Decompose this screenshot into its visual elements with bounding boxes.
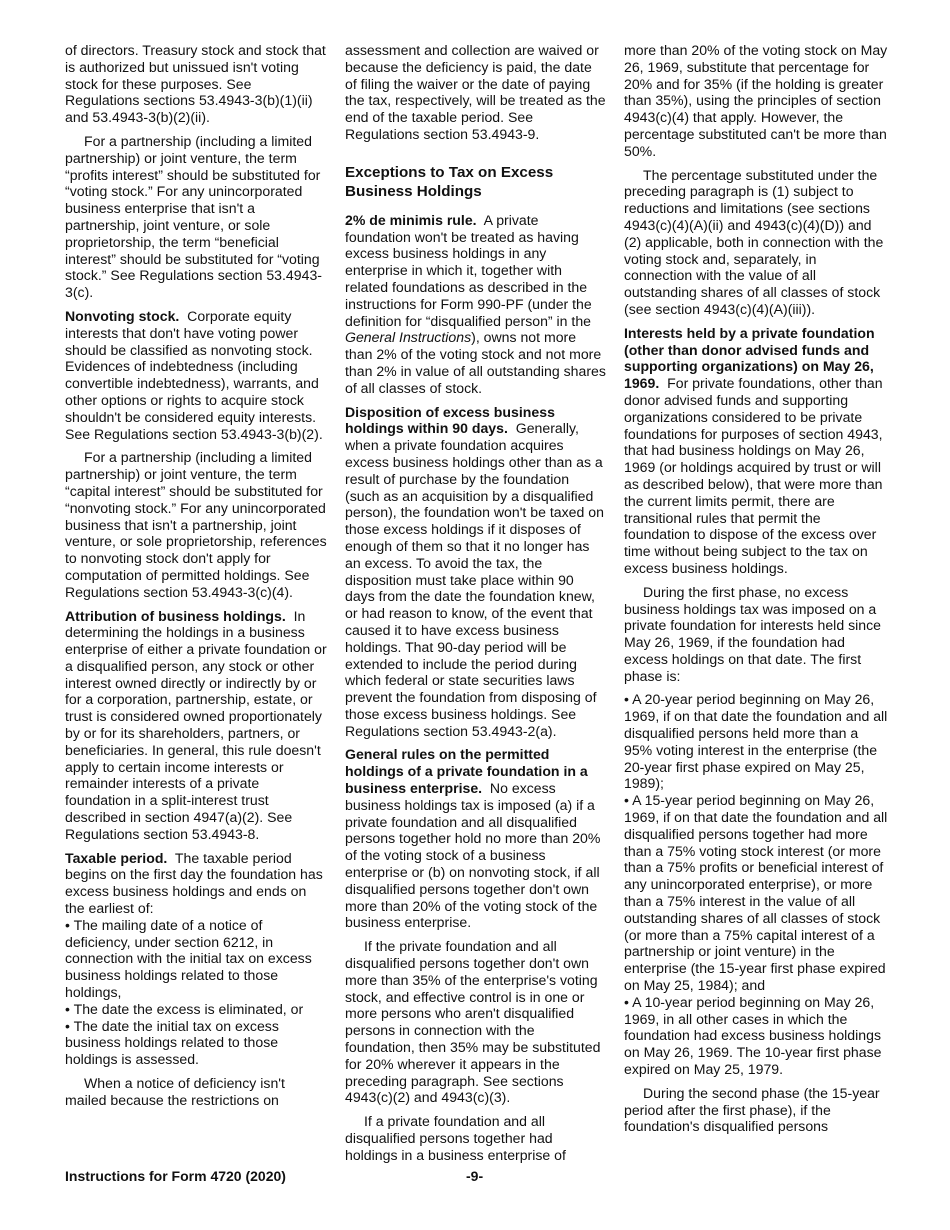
paragraph: If the private foundation and all disqualified persons together don't own more than 35% of the enterprise's voting stock, and effective control is in one or more persons who aren't disqualified persons in connection with the foundation, then 35% may be substituted for 20% wherever it appears in the preceding paragraph. See sections 4943(c)(2) and 4943(c)(3). [345, 938, 601, 1106]
paragraph-text: The taxable period begins on the first day the foundation has excess business holdings and ends on the earliest of: [65, 849, 323, 917]
run-in-heading: Disposition of excess business holdings within 90 days. [345, 403, 555, 437]
paragraph-text: A private foundation won't be treated as having excess business holdings in any enterprise in which it, together with related foundations as described in the instructions for Form 990-PF (under the definition for “disqualified person” in the [345, 211, 592, 329]
bullet-item [624, 691, 888, 792]
bullet-icon: • [65, 1000, 70, 1017]
paragraph-attribution [65, 608, 327, 843]
paragraph: The percentage substituted under the preceding paragraph is (1) subject to reductions and limitations (see sections 4943(c)(4)(A)(ii) and 4943(c)(4)(D)) and (2) applicable, both in connection with the voting stock and, separately, in connection with the value of all outstanding shares of all classes of stock (see section 4943(c)(4)(A)(iii)). [624, 166, 884, 317]
paragraph: assessment and collection are waived or because the deficiency is paid, the date of filing the waiver or the date of paying the tax, respectively, will be treated as the end of the taxable period. See Regulations section 53.4943-9. [345, 42, 606, 142]
bullet-icon: • [65, 1017, 70, 1034]
paragraph: If a private foundation and all disqualified persons together had holdings in a business enterprise of [345, 1113, 566, 1163]
paragraph: For a partnership (including a limited partnership) or joint venture, the term “capital interest” should be substituted for “nonvoting stock.” For any unincorporated business that isn't a partnership, joint venture, or sole proprietorship, references to nonvoting stock don't apply for computation of permitted holdings. See Regulations section 53.4943-3(c)(4). [65, 449, 327, 600]
column-right [624, 42, 888, 1142]
run-in-heading: Nonvoting stock. [65, 307, 180, 324]
paragraph-text: For private foundations, other than donor advised funds and supporting organizations considered to be private foundations for purposes of section 4943, that had business holdings on May 26, 1969 (or holdings acquired by trust or will as described below), that were more than the current limits permit, there are transitional rules that permit the foundation to dispose of the excess over time without being subject to the tax on excess business holdings. [624, 375, 883, 576]
bullet-icon: • [624, 691, 629, 708]
bullet-text: A 15-year period beginning on May 26, 1969, if on that date the foundation and all disqualified persons together had more than a 75% voting stock interest (or more than a 75% profits or beneficial interest of any unincorporated enterprise), or more than a 75% interest in the value of all outstanding shares of all classes of stock (or more than a 75% capital interest of a partnership or joint venture) in the enterprise (the 15-year first phase expired on May 25, 1984); and [624, 792, 888, 994]
bullet-text: The mailing date of a notice of deficiency, under section 6212, in connection with the initial tax on excess business holdings related to those holdings, [65, 916, 312, 1001]
paragraph: of directors. Treasury stock and stock that is authorized but unissued isn't voting stock for these purposes. See Regulations sections 53.4943-3(b)(1)(ii) and 53.4943-3(b)(2)(ii). [65, 42, 326, 126]
bullet-icon: • [624, 792, 629, 809]
paragraph: For a partnership (including a limited partnership) or joint venture, the term “profits interest” should be substituted for “voting stock.” For any unincorporated business enterprise that isn't a partnership, joint venture, or sole proprietorship, the term “beneficial interest” should be substituted for “voting stock.” See Regulations section 53.4943-3(c). [65, 132, 322, 301]
run-in-heading: Attribution of business holdings. [65, 607, 286, 624]
run-in-heading: 2% de minimis rule. [345, 211, 477, 228]
paragraph-text: No excess business holdings tax is imposed (a) if a private foundation and all disqualified persons together hold no more than 20% of the voting stock of a business enterprise or (b) on nonvoting stock, if all disqualified persons together don't own more than 20% of the voting stock of the business enterprise. [345, 780, 601, 931]
bullet-item [65, 1001, 327, 1018]
paragraph-text: In determining the holdings in a business enterprise of either a private foundation or a disqualified person, any stock or other interest owned directly or indirectly by or for a corporation, partnership, estate, or trust is considered owned proportionately by or for its shareholders, partners, or beneficiaries. In general, this rule doesn't apply to certain income interests or remainder interests of a private foundation in a split-interest trust described in section 4947(a)(2). See Regulations section 53.4943-8. [65, 607, 327, 842]
bullet-icon: • [624, 993, 629, 1010]
run-in-heading: Taxable period. [65, 849, 168, 866]
bullet-item [65, 917, 327, 1001]
bullet-item [624, 792, 888, 994]
paragraph-nonvoting-stock [65, 308, 327, 442]
footer-form-title: Instructions for Form 4720 (2020) [65, 1168, 286, 1184]
paragraph-text: Generally, when a private foundation acquires excess business holdings other than as a result of purchase by the foundation (such as an acquisition by a disqualified person), the foundation won't be taxed on those excess holdings if it disposes of enough of them so that it no longer has an excess. To avoid the tax, the disposition must take place within 90 days from the date the foundation knew, or had reason to know, of the event that caused it to have excess business holdings. That 90-day period will be extended to include the period during which federal or state securities laws prevent the foundation from disposing of those excess business holdings. See Regulations section 53.4943-2(a). [345, 420, 604, 739]
paragraph-text: Corporate equity interests that don't have voting power should be classified as nonvoting stock. Evidences of indebtedness (including convertible indebtedness), warrants, and other options or rights to acquire stock shouldn't be considered equity interests. See Regulations section 53.4943-3(b)(2). [65, 307, 323, 442]
bullet-item [624, 994, 888, 1078]
paragraph-de-minimis [345, 212, 607, 397]
paragraph-interests-held [624, 325, 888, 577]
bullet-text: The date the initial tax on excess business holdings related to those holdings is assessed. [65, 1017, 279, 1068]
paragraph-taxable-period [65, 850, 327, 917]
column-left [65, 42, 327, 1116]
page-number: -9- [466, 1168, 484, 1184]
paragraph: During the first phase, no excess business holdings tax was imposed on a private foundation for interests held since May 26, 1969, if the foundation had excess holdings on that date. The first phase is: [624, 583, 881, 684]
paragraph-disposition [345, 404, 607, 740]
paragraph-text: ), owns not more than 2% of the voting stock and not more than 2% in value of all outstanding shares of all classes of stock. [345, 329, 606, 396]
section-heading: Exceptions to Tax on Excess Business Holdings [345, 163, 554, 200]
bullet-item [65, 1018, 327, 1068]
bullet-text: A 10-year period beginning on May 26, 1969, in all other cases in which the foundation had excess business holdings on May 26, 1969. The 10-year first phase expired on May 25, 1979. [624, 993, 882, 1078]
paragraph: When a notice of deficiency isn't mailed because the restrictions on [65, 1075, 285, 1108]
column-middle [345, 42, 607, 1171]
run-in-heading: Interests held by a private foundation (other than donor advised funds and supporting organizations) on May 26, 1969. [624, 324, 875, 392]
bullet-icon: • [65, 916, 70, 933]
paragraph: more than 20% of the voting stock on May 26, 1969, substitute that percentage for 20% and for 35% (if the holding is greater than 35%), using the principles of section 4943(c)(4) that apply. However, the percentage substituted can't be more than 50%. [624, 42, 888, 159]
paragraph-general-rules [345, 746, 607, 931]
bullet-text: A 20-year period beginning on May 26, 1969, if on that date the foundation and all disqualified persons held more than a 95% voting interest in the enterprise (the 20-year first phase expired on May 25, 1989); [624, 691, 888, 792]
paragraph: During the second phase (the 15-year period after the first phase), if the foundation's disqualified persons [624, 1084, 880, 1135]
bullet-text: The date the excess is eliminated, or [73, 1000, 304, 1017]
run-in-heading: General rules on the permitted holdings of a private foundation in a business enterprise. [345, 746, 588, 797]
italic-reference: General Instructions [345, 329, 472, 346]
